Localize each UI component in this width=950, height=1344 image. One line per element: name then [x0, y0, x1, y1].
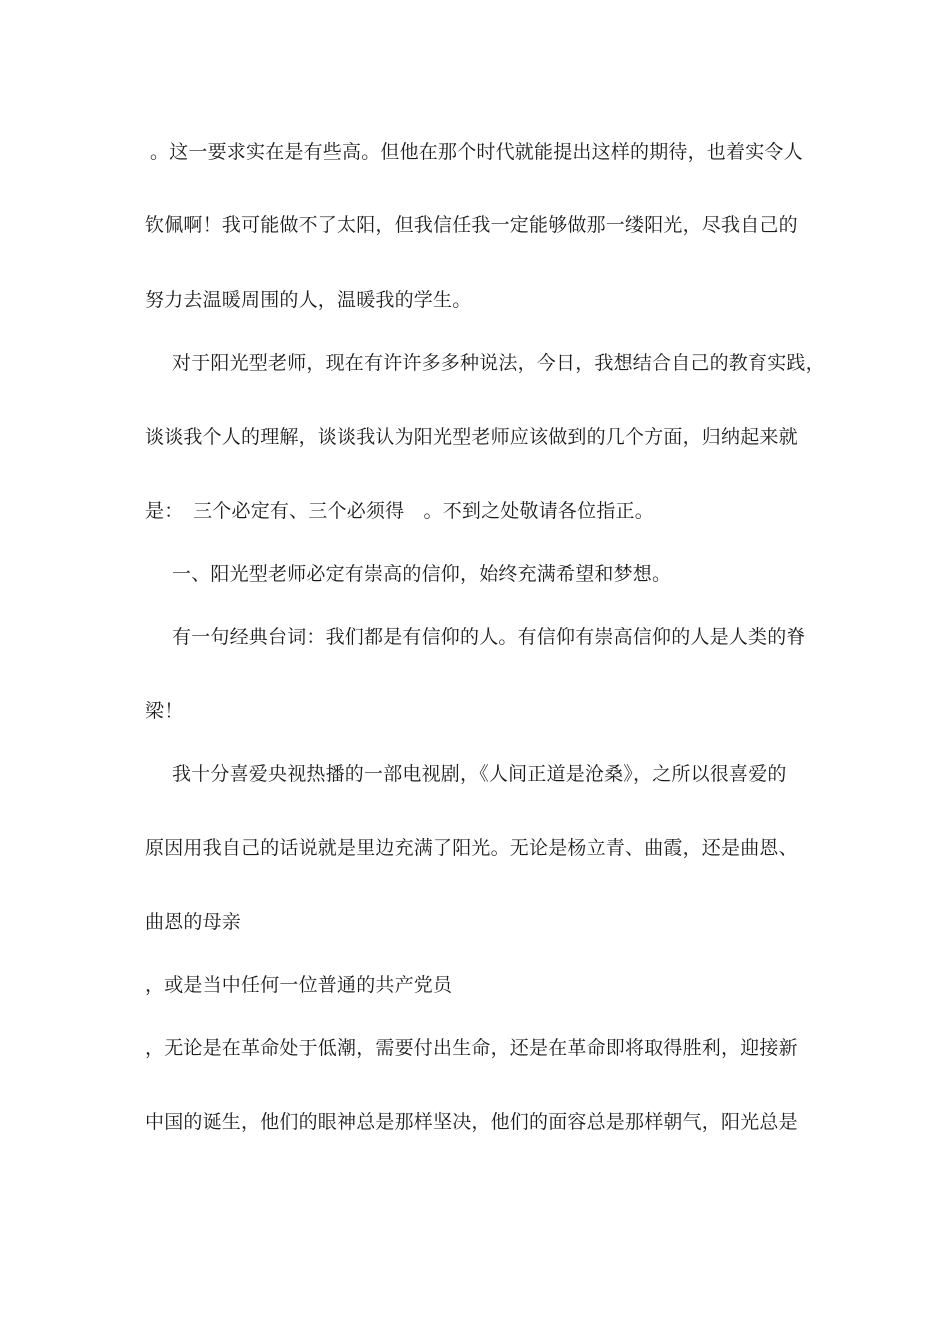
text-line-4: 对于阳光型老师，现在有许许多多种说法，今日，我想结合自己的教育实践， [172, 352, 825, 374]
text-line-3: 努力去温暖周围的人，温暖我的学生。 [145, 289, 472, 311]
text-line-8: 有一句经典台词：我们都是有信仰的人。有信仰有崇高信仰的人是人类的脊 [172, 626, 806, 648]
text-line-2: 钦佩啊！我可能做不了太阳，但我信任我一定能够做那一缕阳光，尽我自己的 [145, 214, 798, 236]
text-line-14: ，无论是在革命处于低潮，需要付出生命，还是在革命即将取得胜利，迎接新 [145, 1037, 798, 1059]
text-line-15: 中国的诞生，他们的眼神总是那样坚决，他们的面容总是那样朝气，阳光总是 [145, 1111, 798, 1133]
text-line-9: 梁！ [145, 700, 184, 722]
text-line-11: 原因用我自己的话说就是里边充满了阳光。无论是杨立青、曲霞，还是曲恩、 [145, 837, 798, 859]
text-line-13: ，或是当中任何一位普通的共产党员 [145, 974, 453, 996]
text-line-1: 。这一要求实在是有些高。但他在那个时代就能提出这样的期待，也着实令人 [150, 141, 803, 163]
text-line-5: 谈谈我个人的理解，谈谈我认为阳光型老师应该做到的几个方面，归纳起来就 [145, 426, 798, 448]
text-line-10: 我十分喜爱央视热播的一部电视剧，《人间正道是沧桑》，之所以很喜爱的 [172, 763, 787, 785]
section-heading-1: 一、阳光型老师必定有崇高的信仰，始终充满希望和梦想。 [172, 563, 672, 585]
text-line-12: 曲恩的母亲 [145, 911, 242, 933]
text-line-6: 是： 三个必定有、三个必须得 。不到之处敬请各位指正。 [145, 500, 654, 522]
